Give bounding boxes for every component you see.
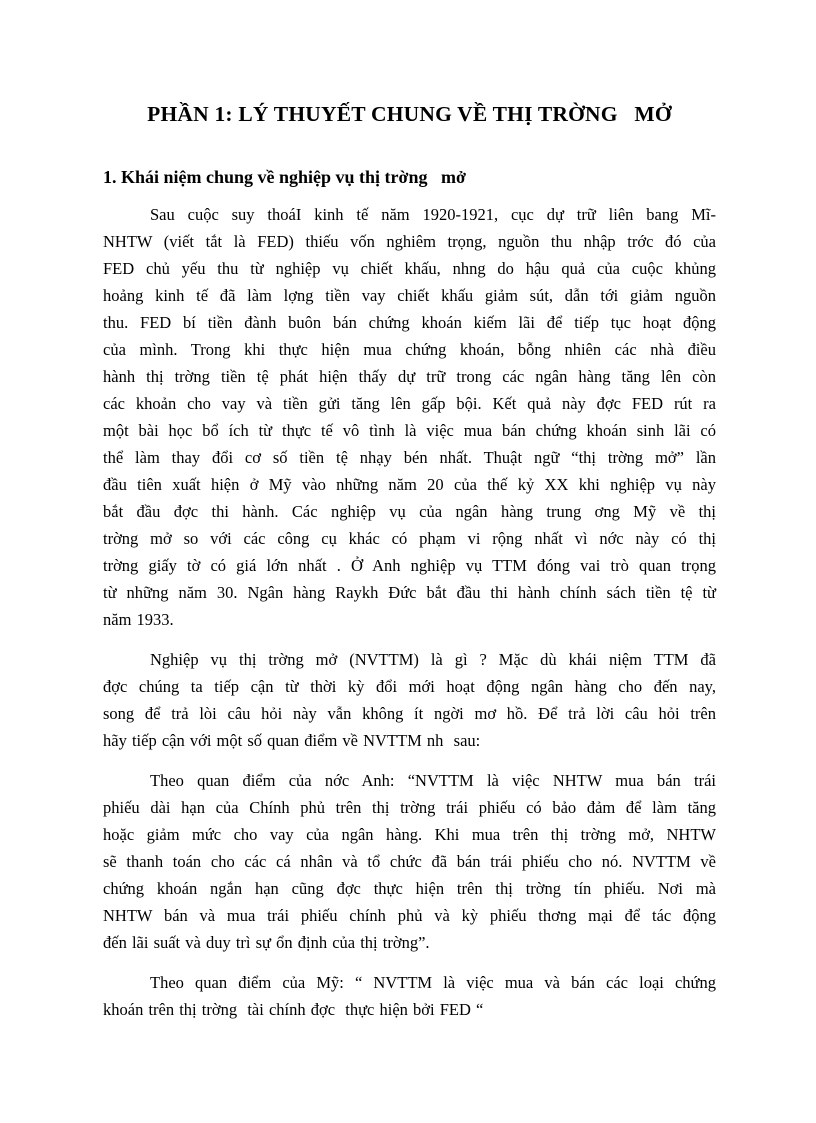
text-line: Theo quan điểm của Mỹ: “ NVTTM là việc mua và bán các loại chứng (150, 973, 716, 992)
text-line: các khoản cho vay và tiền gửi tăng lên gấp bội. Kết quả này đợc FED rút ra (103, 394, 716, 413)
document-content (103, 0, 716, 1023)
text-line: đầu tiên xuất hiện ở Mỹ vào những năm 20 của thế kỷ XX khi nghiệp vụ này (103, 475, 716, 494)
text-line: khoán trên thị trờng tài chính đợc thực hiện bởi FED “ (103, 1000, 484, 1019)
text-line: chứng khoán ngắn hạn cũng đợc thực hiện trên thị trờng tín phiếu. Nơi mà (103, 879, 716, 898)
text-line: hoảng kinh tế đã làm lợng tiền vay chiết khấu giảm sút, dẫn tới giảm nguồn (103, 286, 716, 305)
text-line: trờng mở so với các công cụ khác có phạm vi rộng nhất vì nớc này có thị (103, 529, 716, 548)
text-line: NHTW bán và mua trái phiếu chính phủ và kỳ phiếu thơng mại để tác động (103, 906, 716, 925)
text-line: bắt đầu đợc thi hành. Các nghiệp vụ của ngân hàng trung ơng Mỹ về thị (103, 502, 716, 521)
text-line: song để trả lòi câu hỏi này vẫn không ít ngời mơ hồ. Để trả lời câu hỏi trên (103, 704, 716, 723)
text-line: hãy tiếp cận với một số quan điểm về NVTTM nh sau: (103, 731, 481, 750)
text-line: hành thị trờng tiền tệ phát hiện thấy dự trữ trong các ngân hàng tăng lên còn (103, 367, 716, 386)
text-line: đợc chúng ta tiếp cận từ thời kỳ đổi mới hoạt động ngân hàng cho đến nay, (103, 677, 716, 696)
text-line: phiếu dài hạn của Chính phủ trên thị trờng trái phiếu có bảo đảm để làm tăng (103, 798, 716, 817)
text-line: từ những năm 30. Ngân hàng Raykh Đức bắt đầu thi hành chính sách tiền tệ từ (103, 583, 716, 602)
text-line: hoặc giảm mức cho vay của ngân hàng. Khi mua trên thị trờng mở, NHTW (103, 825, 716, 844)
text-line: một bài học bổ ích từ thực tế vô tình là việc mua bán chứng khoán sinh lãi có (103, 421, 716, 440)
document-body (103, 201, 716, 1023)
paragraph (103, 646, 716, 754)
section-heading: 1. Khái niệm chung về nghiệp vụ thị trờng mở (103, 167, 466, 187)
text-line: Nghiệp vụ thị trờng mở (NVTTM) là gì ? Mặc dù khái niệm TTM đã (150, 650, 716, 669)
text-line: của mình. Trong khi thực hiện mua chứng khoán, bỗng nhiên các nhà điều (103, 340, 716, 359)
paragraph (103, 201, 716, 633)
text-line: sẽ thanh toán cho các cá nhân và tổ chức đã bán trái phiếu cho nó. NVTTM về (103, 852, 716, 871)
paragraph (103, 767, 716, 956)
text-line: Sau cuộc suy thoáI kinh tế năm 1920-1921, cục dự trữ liên bang Mĩ- (150, 205, 716, 224)
text-line: thu. FED bí tiền đành buôn bán chứng khoán kiếm lãi để tiếp tục hoạt động (103, 313, 716, 332)
text-line: FED chủ yếu thu từ nghiệp vụ chiết khấu, nhng do hậu quả của cuộc khủng (103, 259, 716, 278)
text-line: thể làm thay đổi cơ số tiền tệ nhạy bén nhất. Thuật ngữ “thị trờng mở” lần (103, 448, 716, 467)
text-line: năm 1933. (103, 610, 174, 629)
text-line: trờng giấy tờ có giá lớn nhất . Ở Anh nghiệp vụ TTM đóng vai trò quan trọng (103, 556, 716, 575)
text-line: Theo quan điểm của nớc Anh: “NVTTM là việc NHTW mua bán trái (150, 771, 716, 790)
text-line: đến lãi suất và duy trì sự ổn định của thị trờng”. (103, 933, 430, 952)
paragraph (103, 969, 716, 1023)
document-title: PHẦN 1: LÝ THUYẾT CHUNG VỀ THỊ TRỜNG MỞ (147, 102, 672, 126)
text-line: NHTW (viết tắt là FED) thiếu vốn nghiêm trọng, nguồn thu nhập trớc đó của (103, 232, 716, 251)
